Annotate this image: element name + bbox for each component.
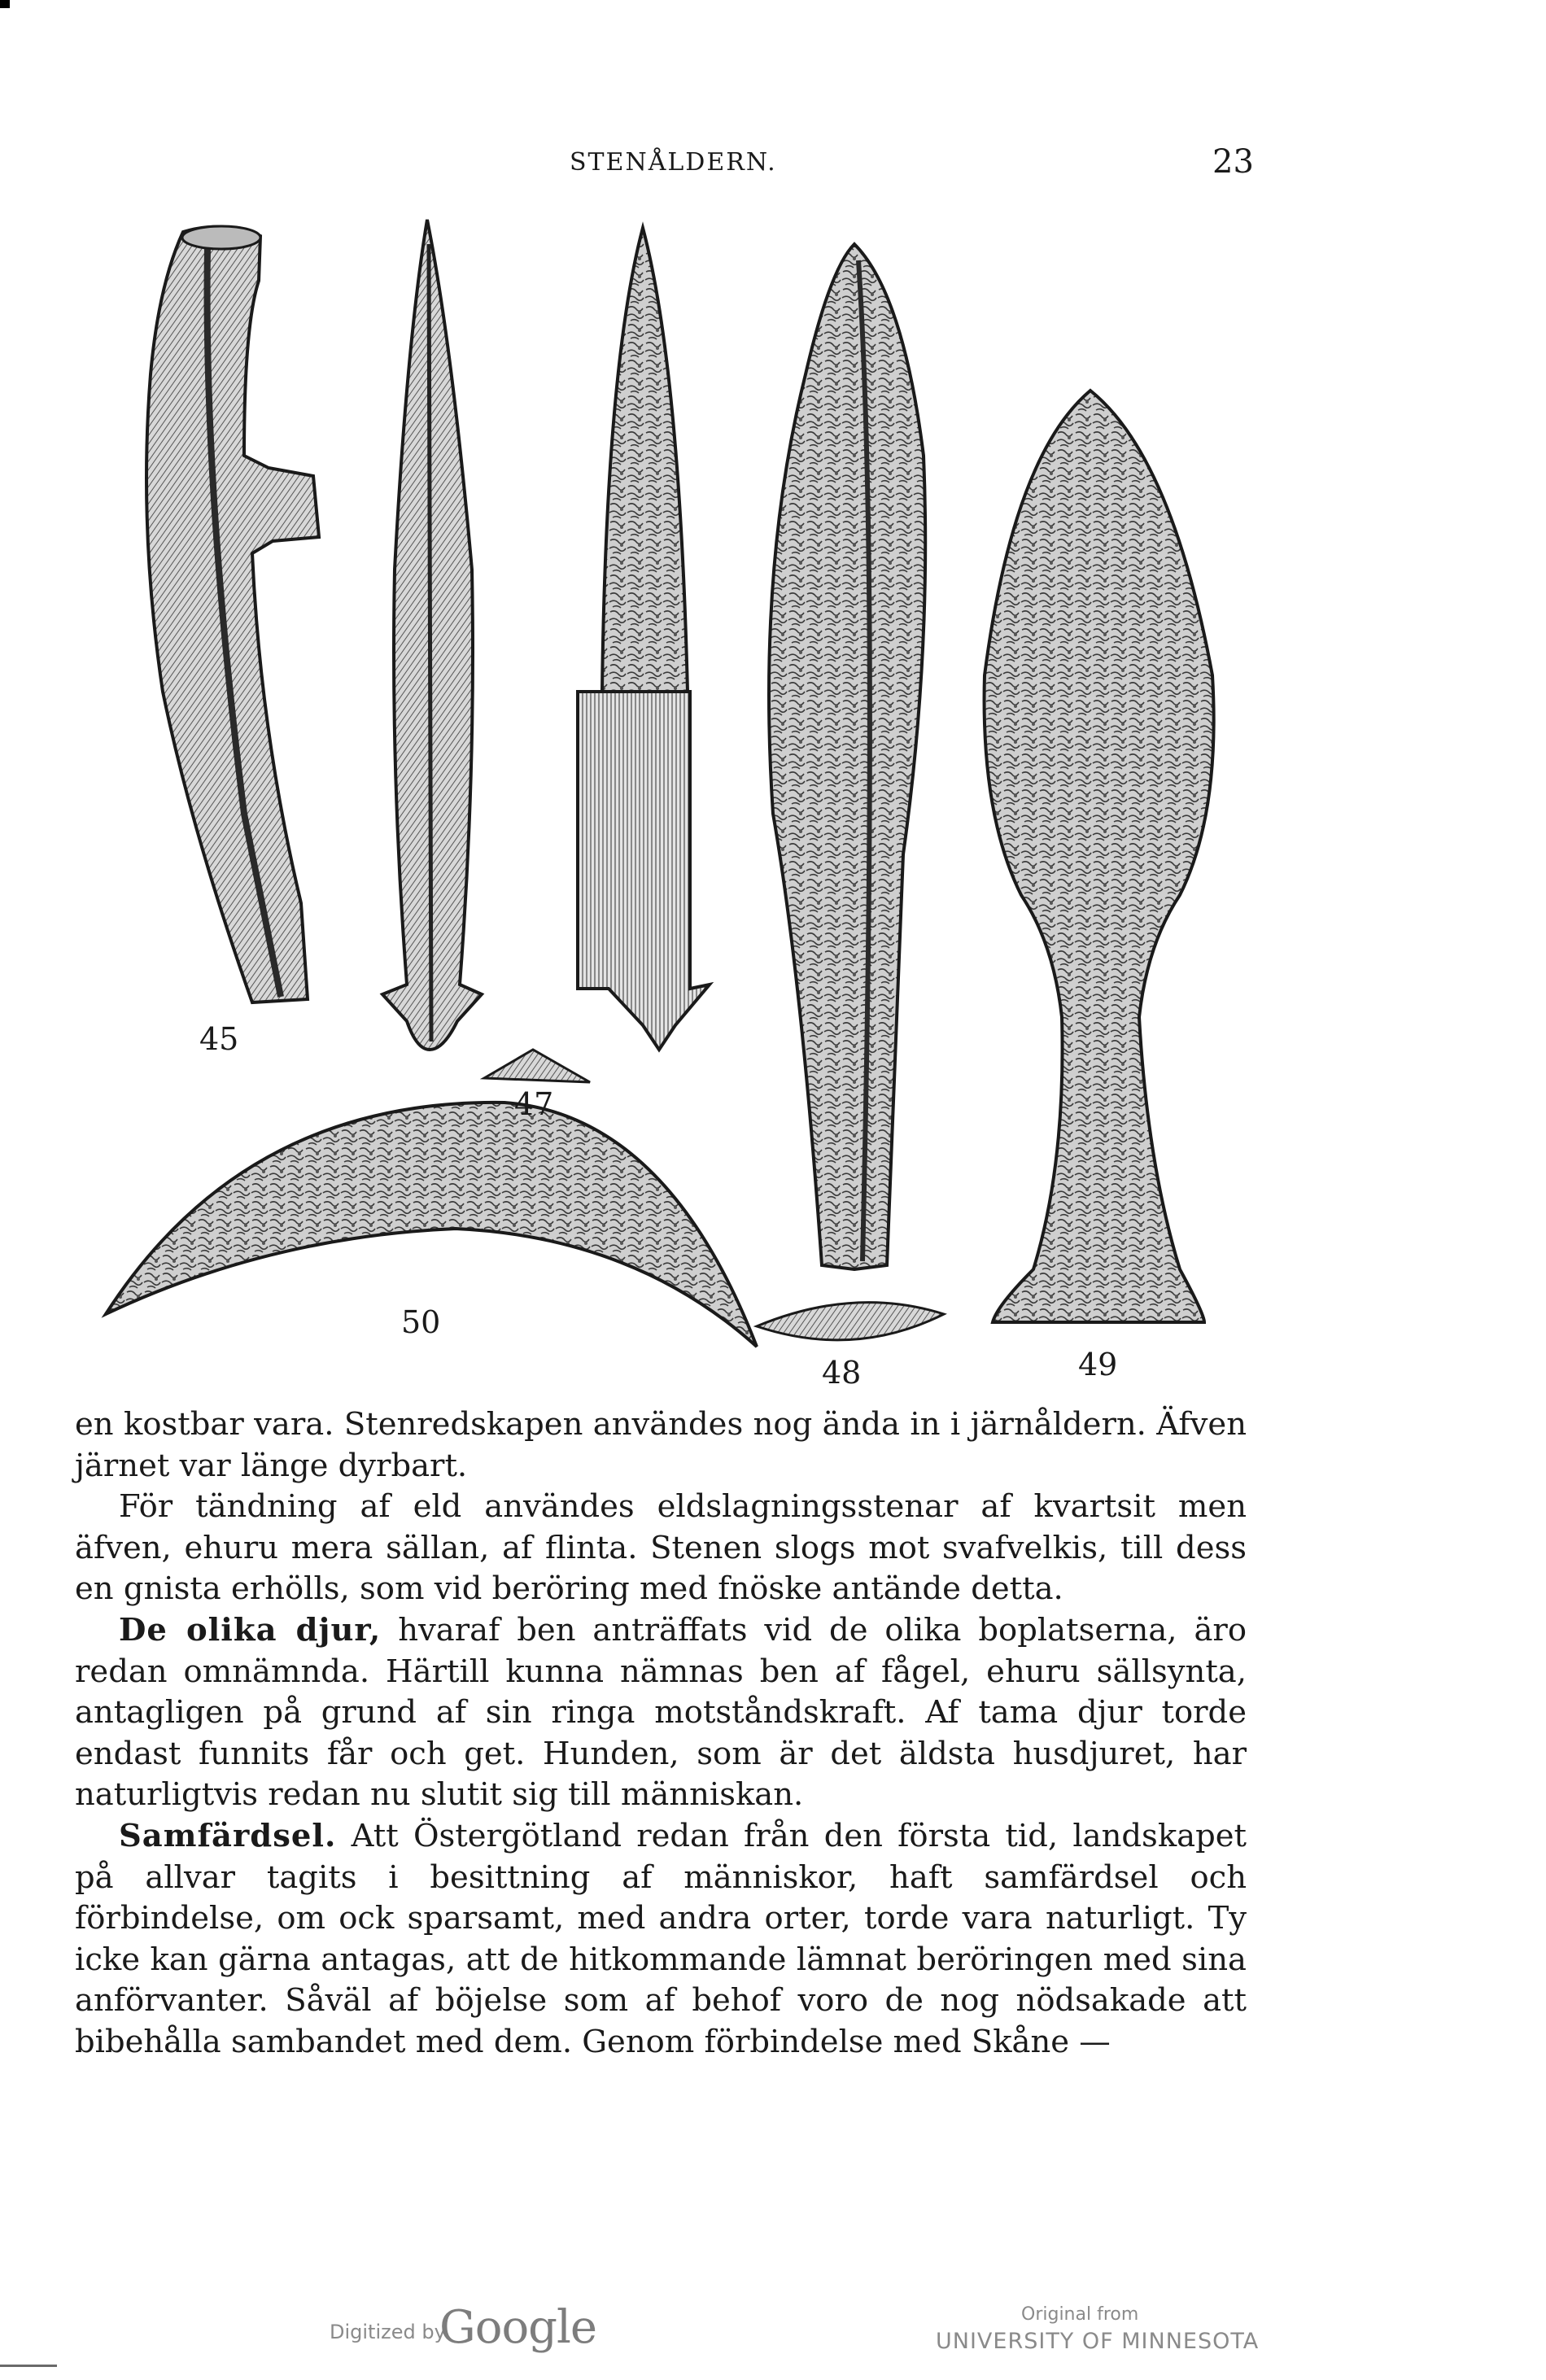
body-text <box>75 1404 1247 2063</box>
scan-edge-line <box>0 2365 57 2367</box>
figure-49-leaf-spearhead <box>985 391 1214 1322</box>
figure-45-axe <box>146 226 319 1002</box>
figure-label-48: 48 <box>822 1355 862 1391</box>
google-logo: Google <box>439 2301 597 2354</box>
original-from-label: Original from <box>1021 2304 1139 2325</box>
figure-label-45: 45 <box>199 1021 239 1057</box>
figure-label-50: 50 <box>401 1304 441 1340</box>
footer-watermark <box>0 2295 1546 2368</box>
paragraph-2-text: För tändning af eld användes eldslagningsstenar af kvartsit men äfven, ehuru mera sällan, af flinta. Stenen slogs mot svafvelkis, till dess en gnista erhölls, som vid beröring med fnöske antände detta. <box>75 1488 1247 1608</box>
paragraph-4-lead: Samfärdsel. <box>119 1817 337 1854</box>
paragraph-1 <box>75 1404 1247 1487</box>
figure-label-49: 49 <box>1078 1347 1118 1382</box>
paragraph-1-text: en kostbar vara. Stenredskapen användes nog ända in i järnåldern. Äfven järnet var länge dyrbart. <box>75 1406 1247 1484</box>
paragraph-2 <box>75 1487 1247 1610</box>
digitized-by-label: Digitized by <box>330 2321 446 2343</box>
paragraph-4 <box>75 1816 1247 2063</box>
figure-label-47: 47 <box>514 1086 554 1122</box>
paragraph-3-text: hvaraf ben anträffats vid de olika boplatserna, äro redan omnämnda. Härtill kunna nämnas ben af fågel, ehuru sällsynta, antagligen på grund af sin ringa motståndskraft. Af tama djur torde endast funnits får och get. Hunden, som är det äldsta husdjuret, har naturligtvis redan nu slutit sig till människan. <box>75 1611 1247 1814</box>
figure-48-spearhead <box>757 244 944 1340</box>
figure-46-flint-dagger <box>578 228 710 1050</box>
paragraph-4-text: Att Östergötland redan från den första tid, landskapet på allvar tagits i besittning af människor, haft samfärdsel och förbindelse, om ock sparsamt, med andra orter, torde vara naturligt. Ty icke kan gärna antagas, att de hitkommande lämnat beröringen med sina anförvanter. Såväl af böjelse som af behof voro de nog nödsakade att bibehålla sambandet med dem. Genom förbindelse med Skåne — <box>75 1817 1247 2060</box>
paragraph-3-lead: De olika djur, <box>119 1611 382 1649</box>
figure-47-dagger <box>382 220 590 1082</box>
page-number: 23 <box>1212 143 1254 181</box>
university-label: UNIVERSITY OF MINNESOTA <box>936 2329 1260 2354</box>
paragraph-3 <box>75 1610 1247 1816</box>
running-title: STENÅLDERN. <box>570 148 777 177</box>
